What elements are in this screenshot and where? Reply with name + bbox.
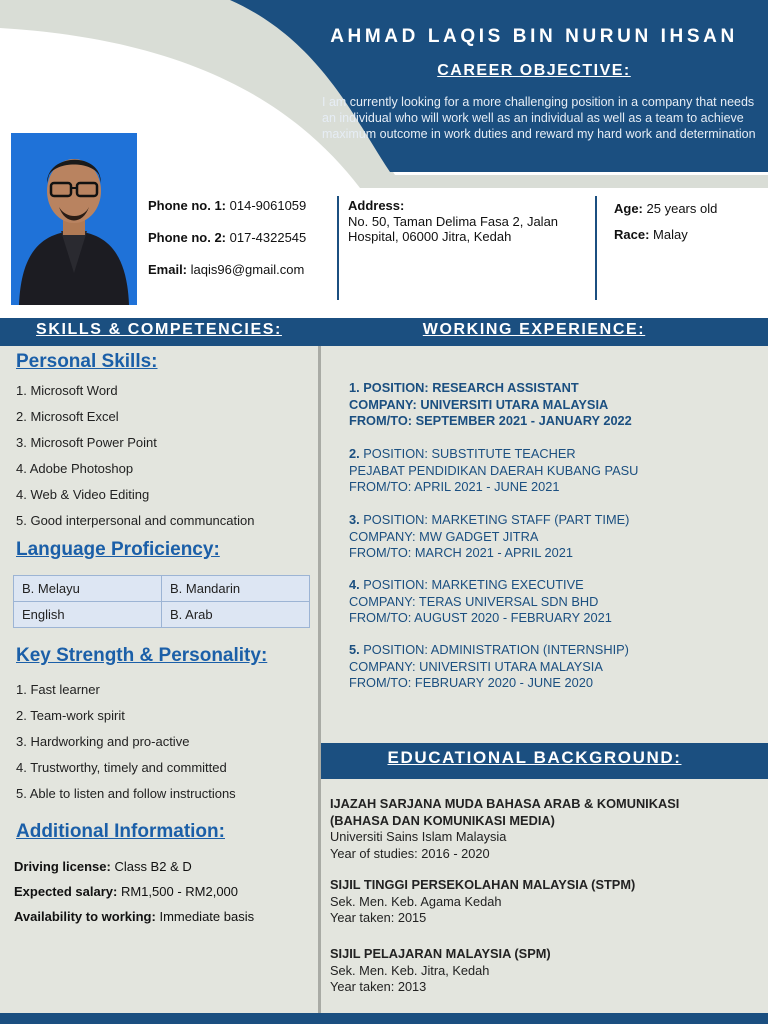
education-entry: SIJIL TINGGI PERSEKOLAHAN MALAYSIA (STPM) Sek. Men. Keb. Agama Kedah Year taken: 2015 (330, 877, 636, 925)
list-item: 3. Hardworking and pro-active (16, 734, 190, 749)
skills-band-title: SKILLS & COMPETENCIES: (36, 321, 282, 338)
list-item: 4. Web & Video Editing (16, 487, 150, 502)
address-label: Address: (348, 198, 405, 213)
experience-band-title: WORKING EXPERIENCE: (422, 321, 646, 338)
language-cell: B. Arab (162, 602, 310, 628)
job-entry: 5. POSITION: ADMINISTRATION (INTERNSHIP) COMPANY: UNIVERSITI UTARA MALAYSIA FROM/TO: FEBRUARY 2020 - JUNE 2020 (349, 642, 629, 690)
strength-heading: Key Strength & Personality: (16, 645, 268, 666)
language-heading: Language Proficiency: (16, 539, 220, 560)
personal-skills-heading: Personal Skills: (16, 351, 158, 372)
expected-salary: Expected salary: RM1,500 - RM2,000 (14, 884, 239, 899)
language-cell: B. Mandarin (162, 576, 310, 602)
career-objective-text: I am currently looking for a more challenging position in a company that needs an individual who will work well as an individual as well as a team to achieve maximum outcome in work duties and reward my hard work and determination (322, 95, 756, 141)
list-item: 5. Good interpersonal and communcation (16, 513, 255, 528)
list-item: 5. Able to listen and follow instructions (16, 786, 236, 801)
address-value: No. 50, Taman Delima Fasa 2, Jalan Hospital, 06000 Jitra, Kedah (348, 214, 559, 244)
footer-bar (0, 1013, 768, 1024)
driving-license: Driving license: Class B2 & D (14, 859, 192, 874)
race: Race: Malay (614, 227, 688, 242)
job-entry: 3. POSITION: MARKETING STAFF (PART TIME) COMPANY: MW GADGET JITRA FROM/TO: MARCH 2021 - APRIL 2021 (349, 512, 630, 560)
language-cell: B. Melayu (14, 576, 162, 602)
list-item: 3. Microsoft Power Point (16, 435, 157, 450)
profile-photo (11, 133, 137, 305)
availability: Availability to working: Immediate basis (14, 909, 255, 924)
education-band-title: EDUCATIONAL BACKGROUND: (387, 748, 682, 767)
job-entry: 4. POSITION: MARKETING EXECUTIVE COMPANY: TERAS UNIVERSAL SDN BHD FROM/TO: AUGUST 2020 - FEBRUARY 2021 (349, 577, 612, 625)
job-entry: 1. POSITION: RESEARCH ASSISTANT COMPANY: UNIVERSITI UTARA MALAYSIA FROM/TO: SEPTEMBER 2021 - JANUARY 2022 (349, 380, 632, 428)
age: Age: 25 years old (614, 201, 718, 216)
list-item: 2. Microsoft Excel (16, 409, 119, 424)
phone-1: Phone no. 1: 014-9061059 (148, 198, 307, 213)
person-silhouette-icon (11, 133, 137, 305)
divider (337, 196, 339, 300)
education-entry: IJAZAH SARJANA MUDA BAHASA ARAB & KOMUNIKASI (BAHASA DAN KOMUNIKASI MEDIA) Universiti Sains Islam Malaysia Year of studies: 2016 - 2020 (330, 796, 680, 861)
language-table (13, 575, 310, 628)
list-item: 4. Adobe Photoshop (16, 461, 134, 476)
job-entry: 2. POSITION: SUBSTITUTE TEACHER PEJABAT PENDIDIKAN DAERAH KUBANG PASU FROM/TO: APRIL 2021 - JUNE 2021 (349, 446, 639, 494)
candidate-name: AHMAD LAQIS BIN NURUN IHSAN (330, 26, 738, 47)
additional-info-heading: Additional Information: (16, 821, 225, 842)
list-item: 1. Fast learner (16, 682, 100, 697)
strength-list (16, 677, 236, 807)
language-cell: English (14, 602, 162, 628)
list-item: 4. Trustworthy, timely and committed (16, 760, 227, 775)
phone-2: Phone no. 2: 017-4322545 (148, 230, 307, 245)
email: Email: laqis96@gmail.com (148, 262, 305, 277)
divider (595, 196, 597, 300)
education-entry: SIJIL PELAJARAN MALAYSIA (SPM) Sek. Men. Keb. Jitra, Kedah Year taken: 2013 (330, 946, 551, 994)
list-item: 1. Microsoft Word (16, 383, 118, 398)
career-objective-title: CAREER OBJECTIVE: (437, 62, 631, 79)
list-item: 2. Team-work spirit (16, 708, 125, 723)
personal-skills-list (16, 378, 254, 534)
